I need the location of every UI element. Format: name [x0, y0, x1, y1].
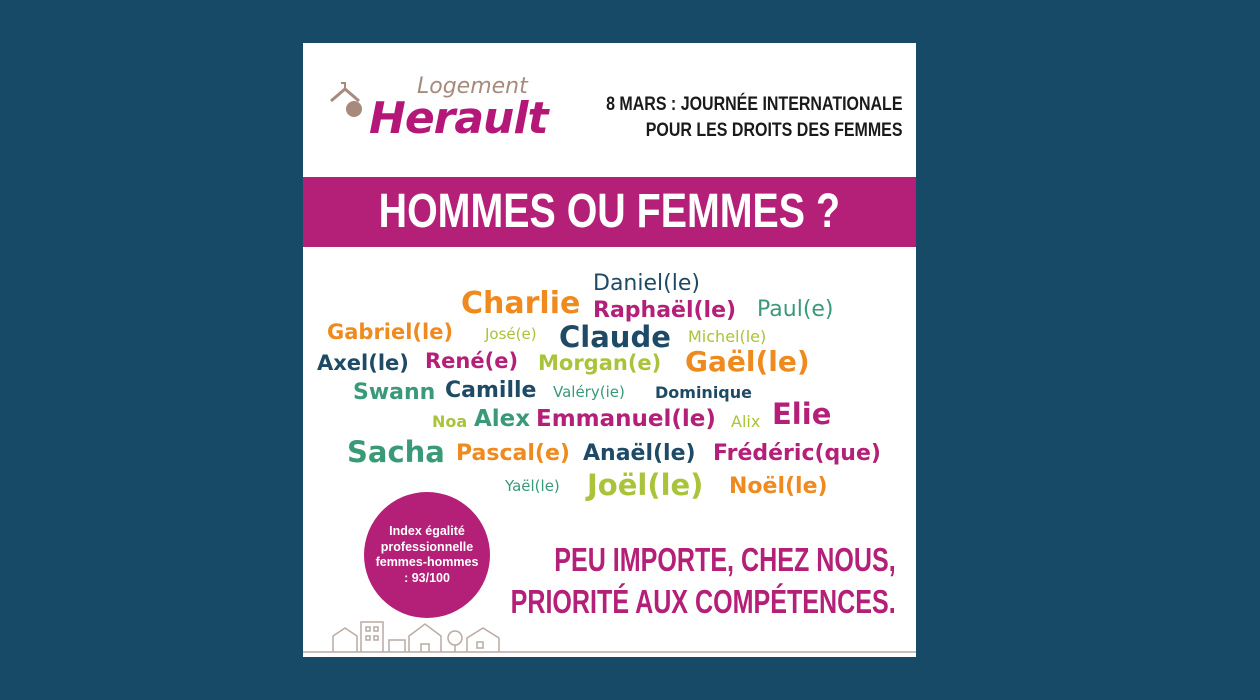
cloud-name: Morgan(e)	[538, 351, 662, 375]
cloud-name: Camille	[445, 378, 537, 403]
cloud-name: Pascal(e)	[456, 441, 570, 466]
badge-text: Index égalité professionnelle femmes-hommes : 93/100	[375, 524, 479, 585]
logo-name-top: Logement	[417, 74, 528, 99]
cloud-name: Noa	[432, 412, 468, 431]
headline-title: HOMMES OU FEMMES ?	[378, 185, 841, 238]
cloud-name: Emmanuel(le)	[536, 406, 716, 432]
cloud-name: Alix	[731, 412, 761, 431]
cloud-name: Claude	[559, 320, 671, 354]
cloud-name: Swann	[353, 380, 436, 405]
cloud-name: Axel(le)	[317, 351, 409, 375]
cloud-name: Frédéric(que)	[713, 441, 881, 466]
cloud-name: Dominique	[655, 383, 752, 402]
poster	[303, 43, 916, 657]
cloud-name: Paul(e)	[757, 297, 834, 322]
cloud-name: Michel(le)	[688, 327, 767, 346]
cloud-name: Charlie	[461, 286, 581, 321]
cloud-name: Noël(le)	[729, 474, 828, 499]
cloud-name: Raphaël(le)	[593, 298, 737, 323]
event-line-1: 8 MARS : JOURNÉE INTERNATIONALE	[605, 93, 902, 115]
cloud-name: Gaël(le)	[685, 345, 810, 378]
slogan-line-2: PRIORITÉ AUX COMPÉTENCES.	[510, 583, 896, 620]
cloud-name: Elie	[772, 397, 832, 431]
cloud-name: Daniel(le)	[593, 271, 700, 296]
cloud-name: Gabriel(le)	[327, 320, 454, 344]
skyline-illustration	[303, 606, 916, 657]
cloud-name: Alex	[474, 406, 531, 432]
cloud-name: Sacha	[347, 435, 445, 469]
cloud-name: René(e)	[425, 349, 519, 373]
logo-name-main: Herault	[369, 93, 548, 144]
cloud-name: José(e)	[485, 325, 537, 343]
event-line-2: POUR LES DROITS DES FEMMES	[645, 119, 902, 141]
equality-index-badge	[364, 492, 490, 618]
cloud-name: Joël(le)	[587, 468, 704, 502]
cloud-name: Anaël(le)	[583, 441, 696, 466]
cloud-name: Yaël(le)	[505, 477, 560, 495]
cloud-name: Valéry(ie)	[553, 383, 625, 401]
slogan-line-1: PEU IMPORTE, CHEZ NOUS,	[554, 541, 896, 578]
